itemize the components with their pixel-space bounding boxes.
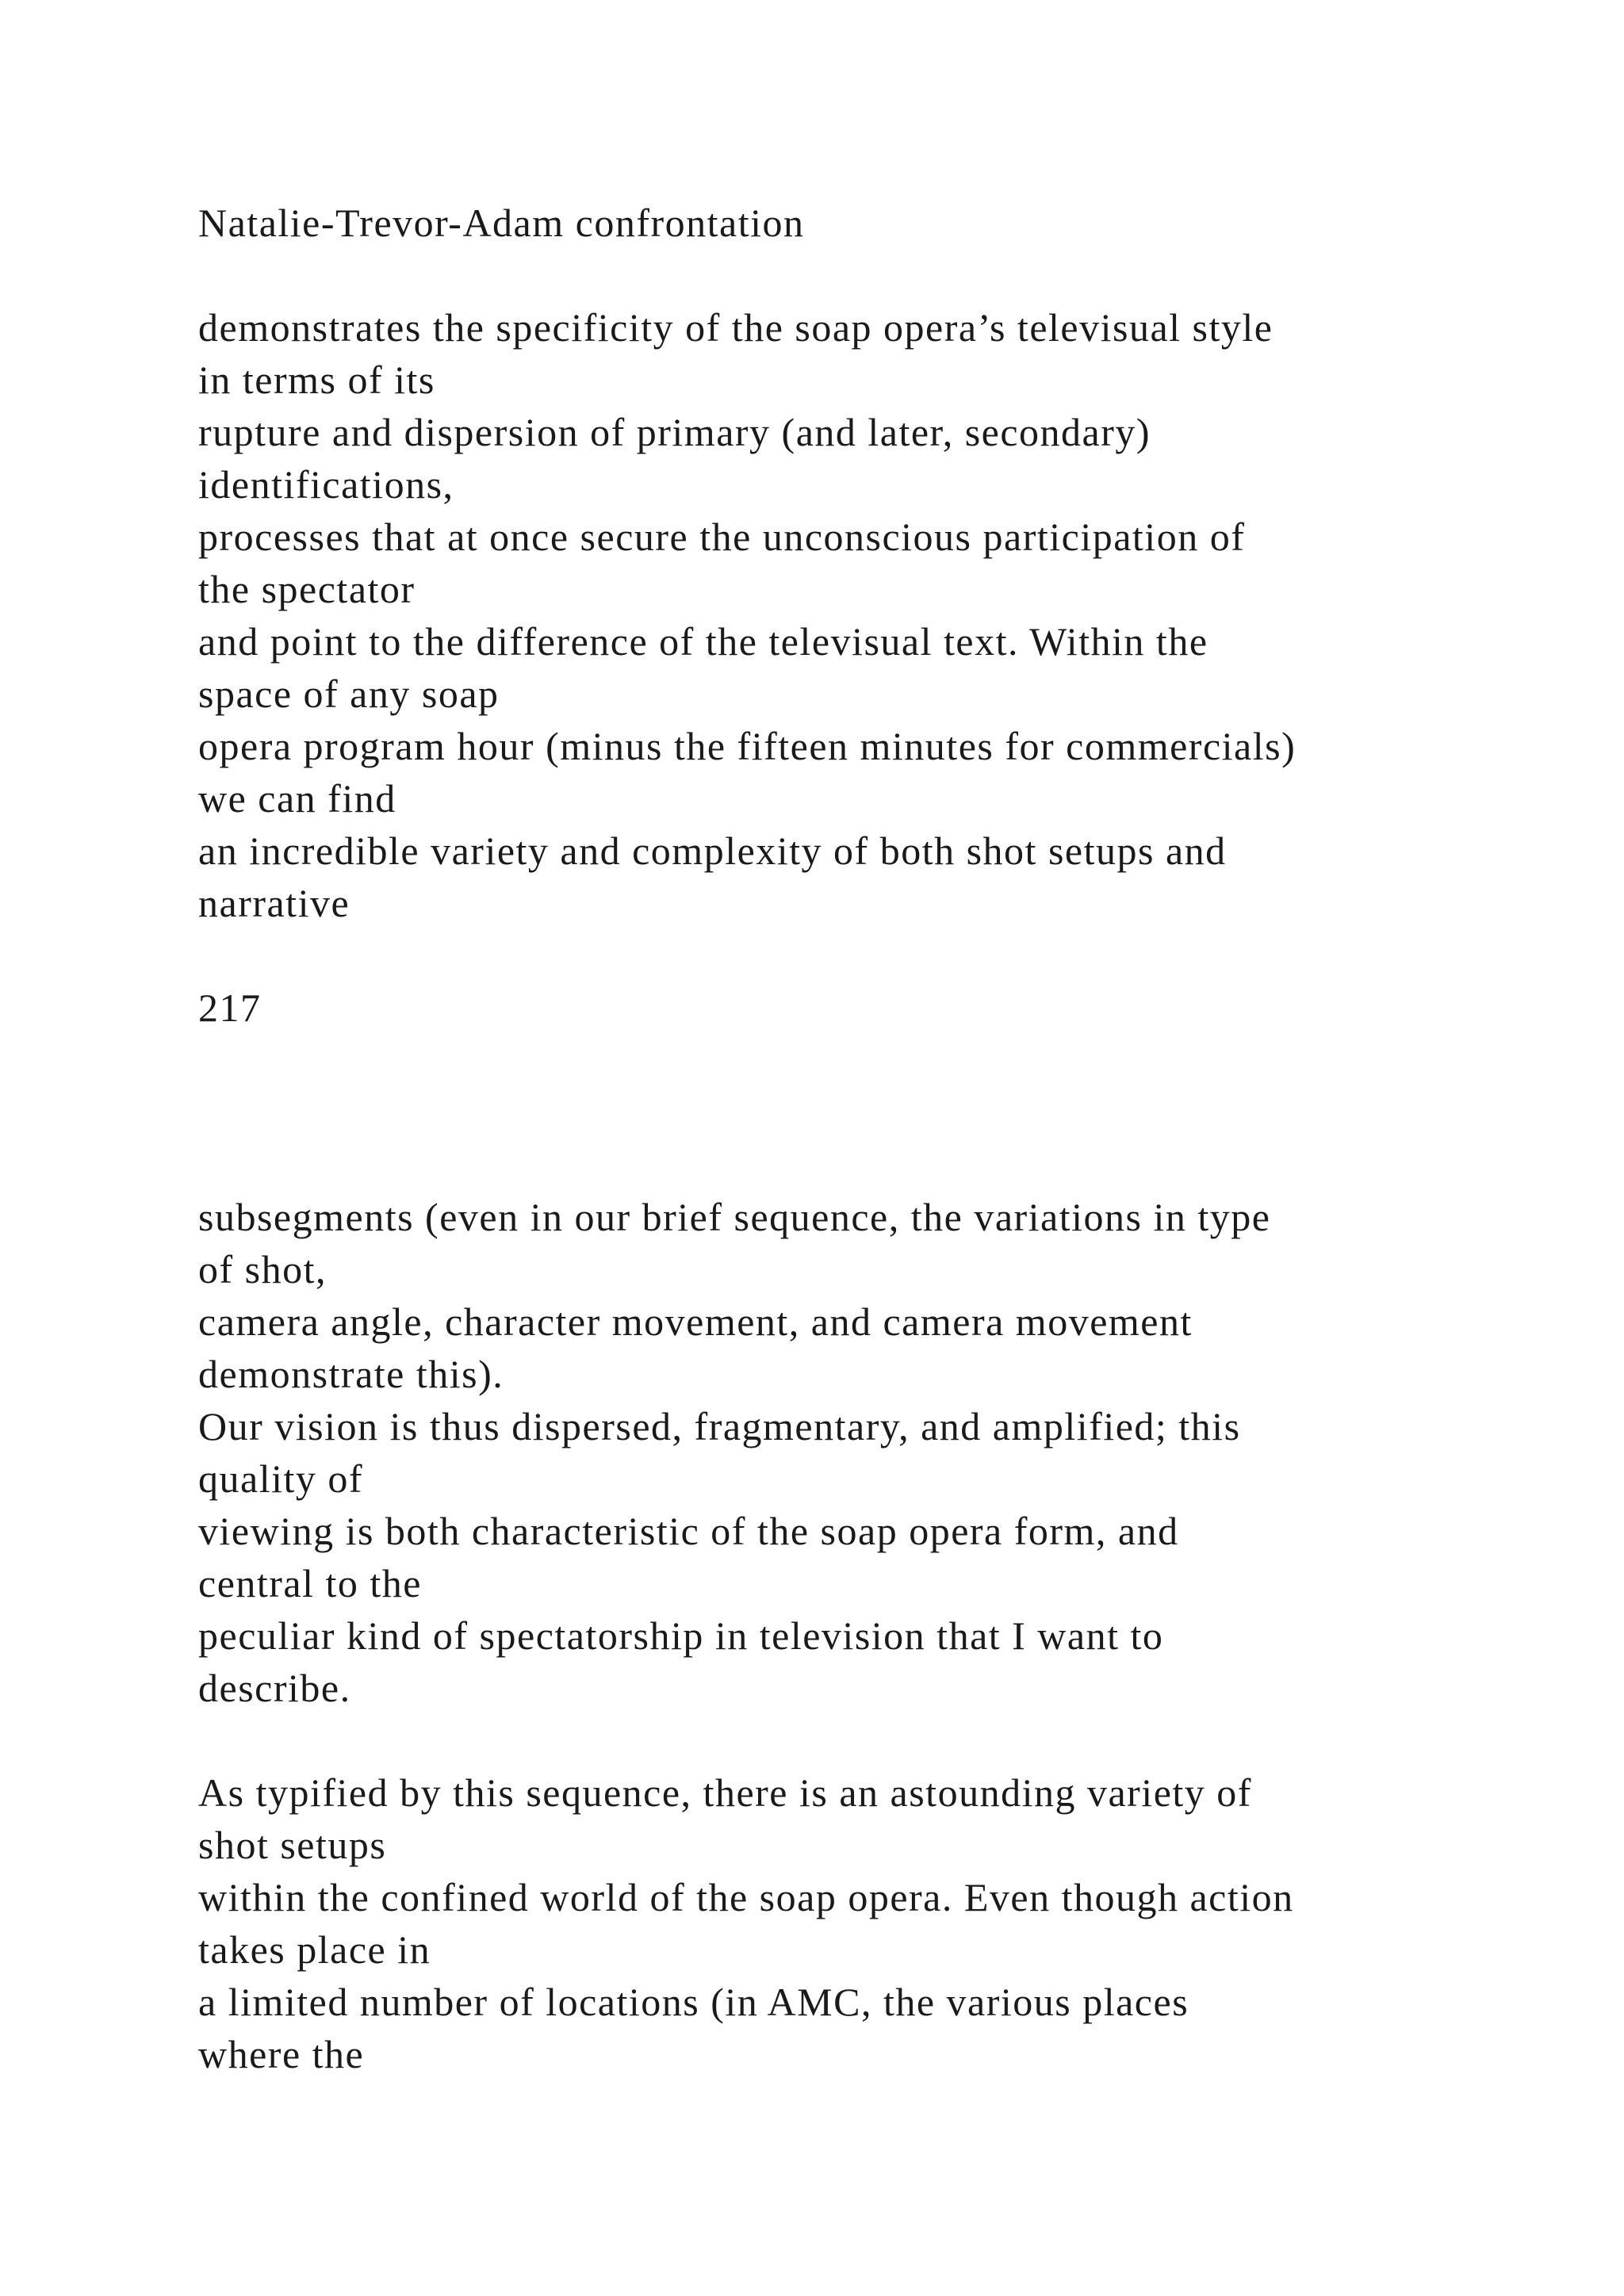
text-line: shot setups (198, 1823, 387, 1867)
text-line: identifications, (198, 462, 454, 507)
text-line: central to the (198, 1561, 422, 1605)
text-line: processes that at once secure the unconscious participation of (198, 515, 1246, 559)
text-line: describe. (198, 1666, 351, 1710)
text-line: opera program hour (minus the fifteen minutes for commercials) (198, 724, 1297, 768)
text-line: rupture and dispersion of primary (and later, secondary) (198, 410, 1151, 454)
text-line: and point to the difference of the televisual text. Within the (198, 619, 1208, 664)
text-line: camera angle, character movement, and camera movement (198, 1299, 1193, 1344)
text-line: narrative (198, 881, 350, 925)
text-line: the spectator (198, 567, 416, 611)
page-number: 217 (198, 985, 262, 1030)
text-line: within the confined world of the soap opera. Even though action (198, 1875, 1294, 1919)
text-line: demonstrate this). (198, 1352, 504, 1396)
text-line: viewing is both characteristic of the soap opera form, and (198, 1509, 1179, 1553)
text-line: where the (198, 2032, 365, 2076)
text-line: peculiar kind of spectatorship in television that I want to (198, 1613, 1164, 1658)
text-line: in terms of its (198, 358, 435, 402)
text-line: takes place in (198, 1927, 431, 1972)
text-line: a limited number of locations (in AMC, the various places (198, 1980, 1189, 2024)
text-line: quality of (198, 1456, 364, 1501)
text-line: of shot, (198, 1247, 327, 1292)
text-line: space of any soap (198, 672, 500, 716)
text-line: an incredible variety and complexity of both shot setups and (198, 828, 1227, 873)
text-line: subsegments (even in our brief sequence, the variations in type (198, 1195, 1271, 1239)
text-line: demonstrates the specificity of the soap opera’s televisual style (198, 305, 1274, 350)
text-line: Natalie-Trevor-Adam confrontation (198, 201, 805, 245)
text-line: As typified by this sequence, there is an astounding variety of (198, 1770, 1252, 1815)
text-line: Our vision is thus dispersed, fragmentary, and amplified; this (198, 1404, 1241, 1448)
text-line: we can find (198, 776, 396, 821)
